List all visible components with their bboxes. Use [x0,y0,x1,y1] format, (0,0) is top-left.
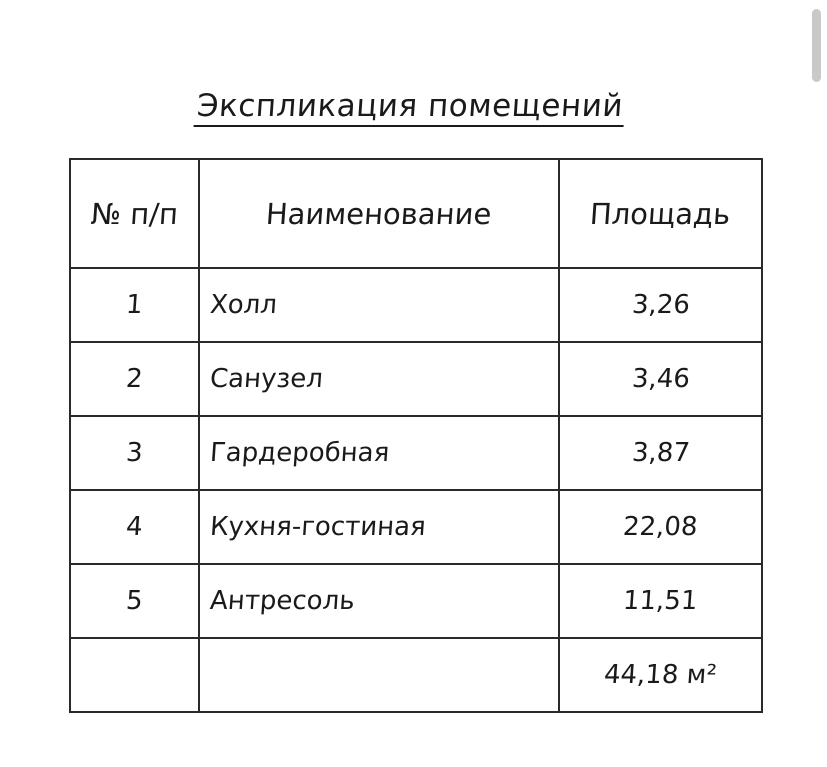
rooms-table [69,158,763,713]
header-number: № п/п [70,159,199,268]
row-name: Санузел [199,342,559,416]
header-area: Площадь [559,159,762,268]
row-name: Антресоль [199,564,559,638]
row-area: 3,87 [559,416,762,490]
row-number: 4 [70,490,199,564]
total-number [70,638,199,712]
page-title [0,88,821,124]
table-row [70,416,762,490]
table-row [70,564,762,638]
row-area: 22,08 [559,490,762,564]
total-area: 44,18 м² [559,638,762,712]
row-number: 1 [70,268,199,342]
table-row [70,268,762,342]
table-header-row [70,159,762,268]
row-number: 5 [70,564,199,638]
row-area: 3,26 [559,268,762,342]
row-name: Холл [199,268,559,342]
row-area: 11,51 [559,564,762,638]
header-name: Наименование [199,159,559,268]
row-area: 3,46 [559,342,762,416]
total-name [199,638,559,712]
row-name: Гардеробная [199,416,559,490]
row-number: 3 [70,416,199,490]
table-row [70,342,762,416]
scrollbar-handle[interactable] [812,9,821,82]
row-name: Кухня-гостиная [199,490,559,564]
row-number: 2 [70,342,199,416]
total-row [70,638,762,712]
title-text: Экспликация помещений [193,88,626,127]
table-row [70,490,762,564]
